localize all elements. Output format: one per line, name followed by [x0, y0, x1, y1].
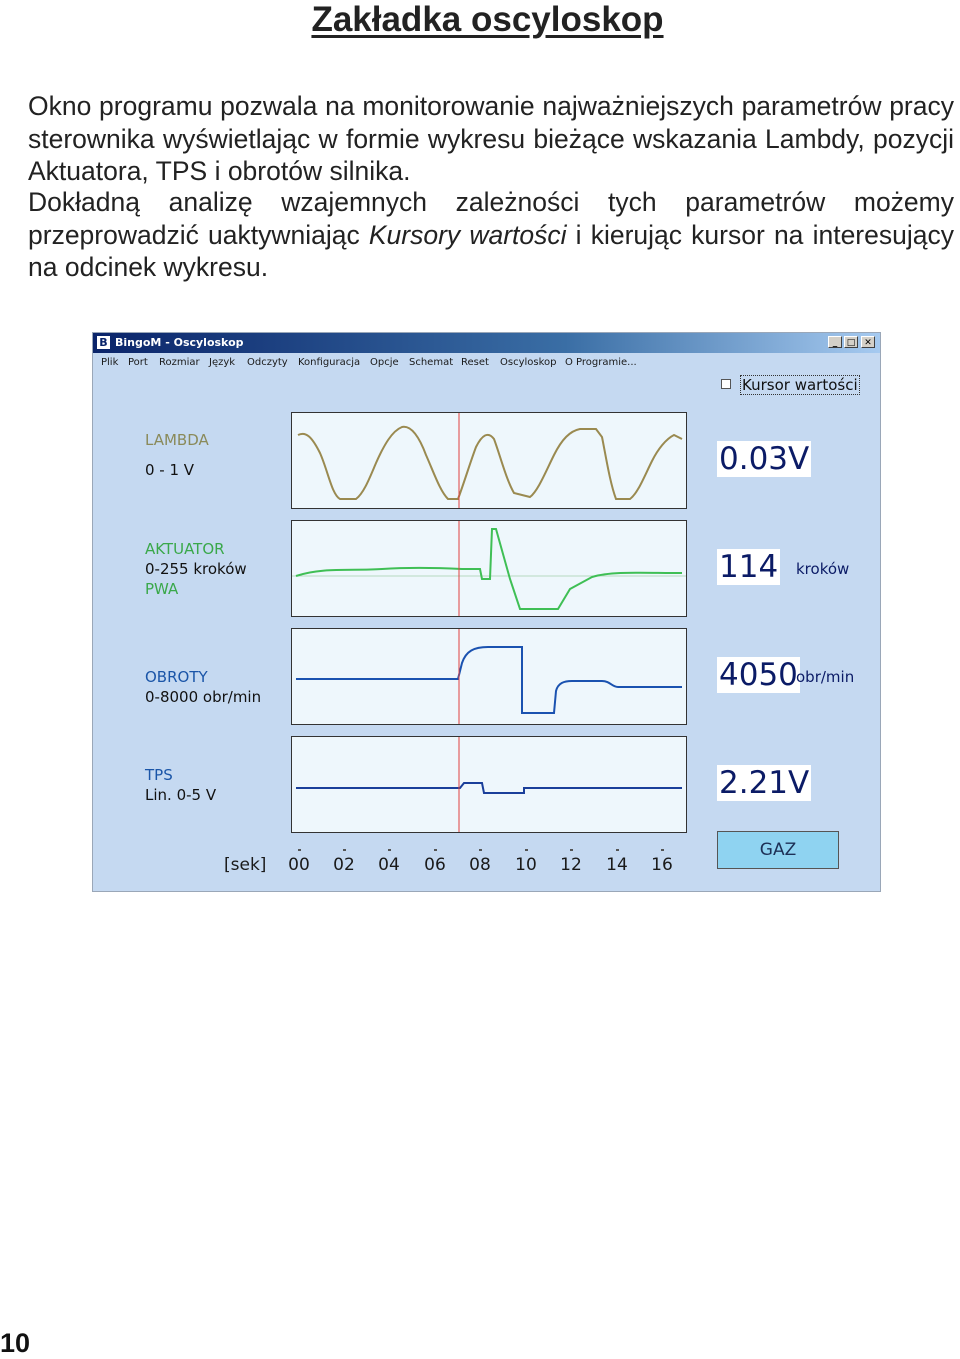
tick-mark — [616, 849, 619, 851]
lambda-label — [145, 430, 209, 480]
aktuator-plot[interactable] — [291, 520, 687, 617]
tick-label: 02 — [333, 855, 355, 875]
gaz-button[interactable]: GAZ — [717, 831, 839, 869]
window-titlebar[interactable] — [93, 333, 880, 353]
obroty-plot[interactable] — [291, 628, 687, 725]
oscilloscope-window — [92, 332, 881, 892]
menu-item-opcje[interactable]: Opcje — [370, 357, 399, 368]
minimize-button[interactable]: _ — [828, 336, 842, 348]
close-button[interactable]: ✕ — [861, 336, 875, 348]
obroty-readout: 4050 — [719, 657, 798, 693]
tick-label: 08 — [469, 855, 491, 875]
tick-label: 12 — [560, 855, 582, 875]
menu-item-schemat[interactable]: Schemat — [409, 357, 454, 368]
tick-mark — [343, 849, 346, 851]
lambda-readout: 0.03V — [719, 441, 810, 477]
aktuator-readout: 114 — [719, 549, 779, 585]
lambda-plot[interactable] — [291, 412, 687, 509]
tps-name: TPS — [145, 766, 173, 784]
tps-readout: 2.21V — [719, 765, 810, 801]
menu-item-port[interactable]: Port — [128, 357, 148, 368]
analysis-text-end: i kierując kursor na interesujący na odcinek wykresu. — [28, 219, 954, 282]
cursor-checkbox-label[interactable]: Kursor wartości — [742, 376, 858, 394]
menu-item-odczyty[interactable]: Odczyty — [247, 357, 288, 368]
lambda-range: 0 - 1 V — [145, 461, 195, 479]
aktuator-label — [145, 539, 247, 599]
tick-mark — [388, 849, 391, 851]
menu-item-oscyloskop[interactable]: Oscyloskop — [500, 357, 557, 368]
app-icon: B — [97, 336, 110, 349]
time-axis-label: [sek] — [224, 855, 267, 875]
aktuator-extra: PWA — [145, 580, 179, 598]
analysis-text-emphasis: Kursory wartości — [368, 219, 567, 250]
analysis-paragraph — [28, 186, 954, 284]
tick-label: 04 — [378, 855, 400, 875]
menu-item-o-programie[interactable]: O Programie... — [565, 357, 637, 368]
aktuator-trace-svg — [292, 521, 686, 616]
intro-paragraph: Okno programu pozwala na monitorowanie najważniejszych parametrów pracy sterownika wyświetlając w formie wykresu bieżące wskazania Lambdy, pozycji Aktuatora, TPS i obrotów silnika. — [28, 91, 954, 186]
tick-label: 00 — [288, 855, 310, 875]
tick-label: 06 — [424, 855, 446, 875]
aktuator-range: 0-255 kroków — [145, 560, 247, 578]
menu-item-plik[interactable]: Plik — [101, 357, 119, 368]
tick-label: 14 — [606, 855, 628, 875]
cursor-checkbox[interactable] — [721, 379, 731, 389]
tps-trace-svg — [292, 737, 686, 832]
window-title: BingoM - Oscyloskop — [115, 336, 244, 349]
tick-mark — [298, 849, 301, 851]
menu-bar — [93, 353, 880, 373]
lambda-name: LAMBDA — [145, 431, 209, 449]
tps-plot[interactable] — [291, 736, 687, 833]
lambda-trace-svg — [292, 413, 686, 508]
tps-label — [145, 765, 216, 805]
tick-mark — [661, 849, 664, 851]
tick-label: 16 — [651, 855, 673, 875]
obroty-trace — [296, 647, 682, 713]
menu-item-rozmiar[interactable]: Rozmiar — [159, 357, 200, 368]
tick-label: 10 — [515, 855, 537, 875]
page-number: 10 — [0, 1328, 31, 1358]
obroty-trace-svg — [292, 629, 686, 724]
analysis-text-start: Dokładną analizę wzajemnych zależności tych parametrów możemy przeprowadzić uaktywniając — [28, 187, 954, 250]
menu-item-konfiguracja[interactable]: Konfiguracja — [298, 357, 361, 368]
menu-item-reset[interactable]: Reset — [461, 357, 489, 368]
tick-mark — [434, 849, 437, 851]
obroty-label — [145, 667, 261, 707]
obroty-unit: obr/min — [796, 668, 855, 686]
lambda-trace — [298, 427, 682, 499]
tps-trace — [296, 783, 682, 793]
obroty-range: 0-8000 obr/min — [145, 688, 262, 706]
page-title: Zakładka oscyloskop — [311, 0, 664, 39]
aktuator-unit: kroków — [796, 560, 850, 578]
aktuator-trace — [296, 529, 682, 609]
tick-mark — [525, 849, 528, 851]
tps-range: Lin. 0-5 V — [145, 786, 217, 804]
tick-mark — [479, 849, 482, 851]
tick-mark — [570, 849, 573, 851]
aktuator-name: AKTUATOR — [145, 540, 225, 558]
obroty-name: OBROTY — [145, 668, 208, 686]
menu-item-jezyk[interactable]: Język — [209, 357, 236, 368]
maximize-button[interactable]: □ — [844, 336, 858, 348]
